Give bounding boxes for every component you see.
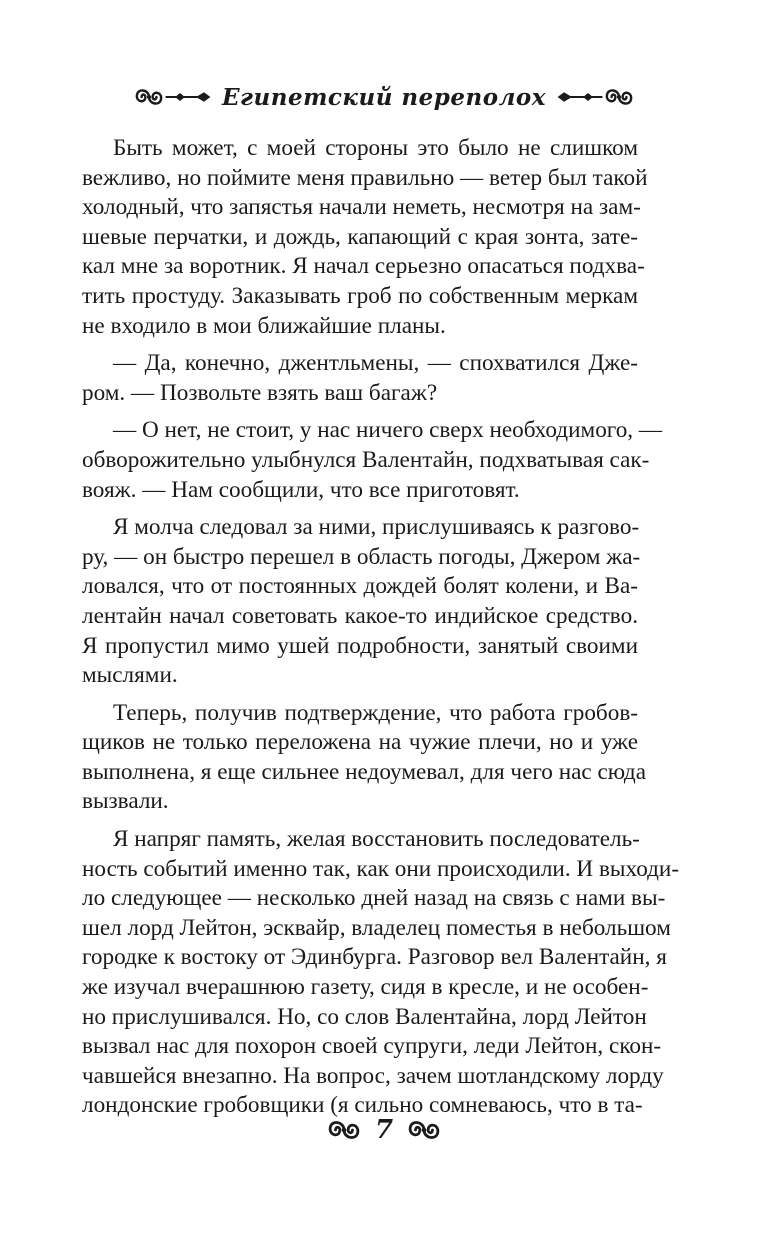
text-line: но прислушивался. Но, со слов Валентайна, лорд Лейтон: [82, 1003, 647, 1030]
text-line: Я напряг память, желая восстановить последователь-: [113, 826, 640, 853]
text-line: же изучал вчерашнюю газету, сидя в кресле, и не особен-: [82, 974, 649, 1001]
paragraph: [82, 349, 638, 408]
text-line: шел лорд Лейтон, эсквайр, владелец поместья в небольшом: [82, 914, 671, 941]
text-line: ру, — он быстро перешел в область погоды, Джером жа-: [82, 543, 641, 570]
text-line: выполнена, я еще сильнее недоумевал, для чего нас сюда: [82, 758, 647, 785]
text-line: кал мне за воротник. Я начал серьезно опасаться подхва-: [82, 253, 645, 280]
text-line: Теперь, получив подтверждение, что работа гробов-: [113, 699, 638, 726]
running-title: Египетский переполох: [222, 83, 546, 111]
paragraph: [82, 825, 680, 1121]
text-line: холодный, что запястья начали неметь, несмотря на зам-: [82, 194, 641, 221]
flourish-left-icon: [327, 1115, 361, 1145]
text-line: ловался, что от постоянных дождей болят колени, и Ва-: [82, 573, 638, 600]
page-footer: [0, 1112, 768, 1148]
text-line: — Да, конечно, джентльмены, — спохватился Дже-: [113, 350, 638, 377]
paragraph: [82, 134, 648, 341]
text-line: вежливо, но поймите меня правильно — ветер был такой: [82, 164, 648, 191]
flourish-right-icon: [407, 1115, 441, 1145]
text-line: шевые перчатки, и дождь, капающий с края зонта, зате-: [82, 223, 638, 250]
text-line: — О нет, не стоит, у нас ничего сверх необходимого, —: [113, 417, 663, 444]
text-line: городке к востоку от Эдинбурга. Разговор вел Валентайн, я: [82, 944, 667, 971]
dart-right-icon: [556, 90, 604, 104]
paragraph: [82, 513, 641, 691]
text-line: чавшейся внезапно. На вопрос, зачем шотландскому лорду: [82, 1062, 664, 1089]
paragraph: [82, 416, 663, 505]
text-line: вызвали.: [82, 788, 169, 815]
text-line: щиков не только переложена на чужие плечи, но и уже: [82, 729, 638, 756]
text-line: мыслями.: [82, 662, 178, 689]
flourish-right-icon: [604, 84, 634, 110]
running-header: [0, 80, 768, 114]
text-line: ром. — Позвольте взять ваш багаж?: [82, 379, 438, 406]
dart-left-icon: [164, 90, 212, 104]
paragraph: [82, 699, 647, 817]
text-line: вызвал нас для похорон своей супруги, леди Лейтон, скон-: [82, 1033, 662, 1060]
text-line: ло следующее — несколько дней назад на связь с нами вы-: [82, 885, 666, 912]
text-line: не входило в мои ближайшие планы.: [82, 312, 446, 339]
text-line: обворожительно улыбнулся Валентайн, подхватывая сак-: [82, 446, 650, 473]
text-line: вояж. — Нам сообщили, что все приготовят.: [82, 476, 520, 503]
text-line: Быть может, с моей стороны это было не слишком: [113, 135, 638, 161]
flourish-left-icon: [134, 84, 164, 110]
page-number: 7: [374, 1115, 394, 1145]
text-line: лондонские гробовщики (я сильно сомневаюсь, что в та-: [82, 1092, 643, 1119]
text-line: тить простуду. Заказывать гроб по собственным меркам: [82, 282, 638, 309]
text-line: Я пропустил мимо ушей подробности, занятый своими: [82, 632, 638, 659]
text-line: ность событий именно так, как они происходили. И выходи-: [82, 855, 680, 882]
body-text: [82, 134, 680, 1129]
text-line: лентайн начал советовать какое-то индийское средство.: [82, 602, 638, 629]
text-line: Я молча следовал за ними, прислушиваясь к разгово-: [113, 514, 640, 541]
